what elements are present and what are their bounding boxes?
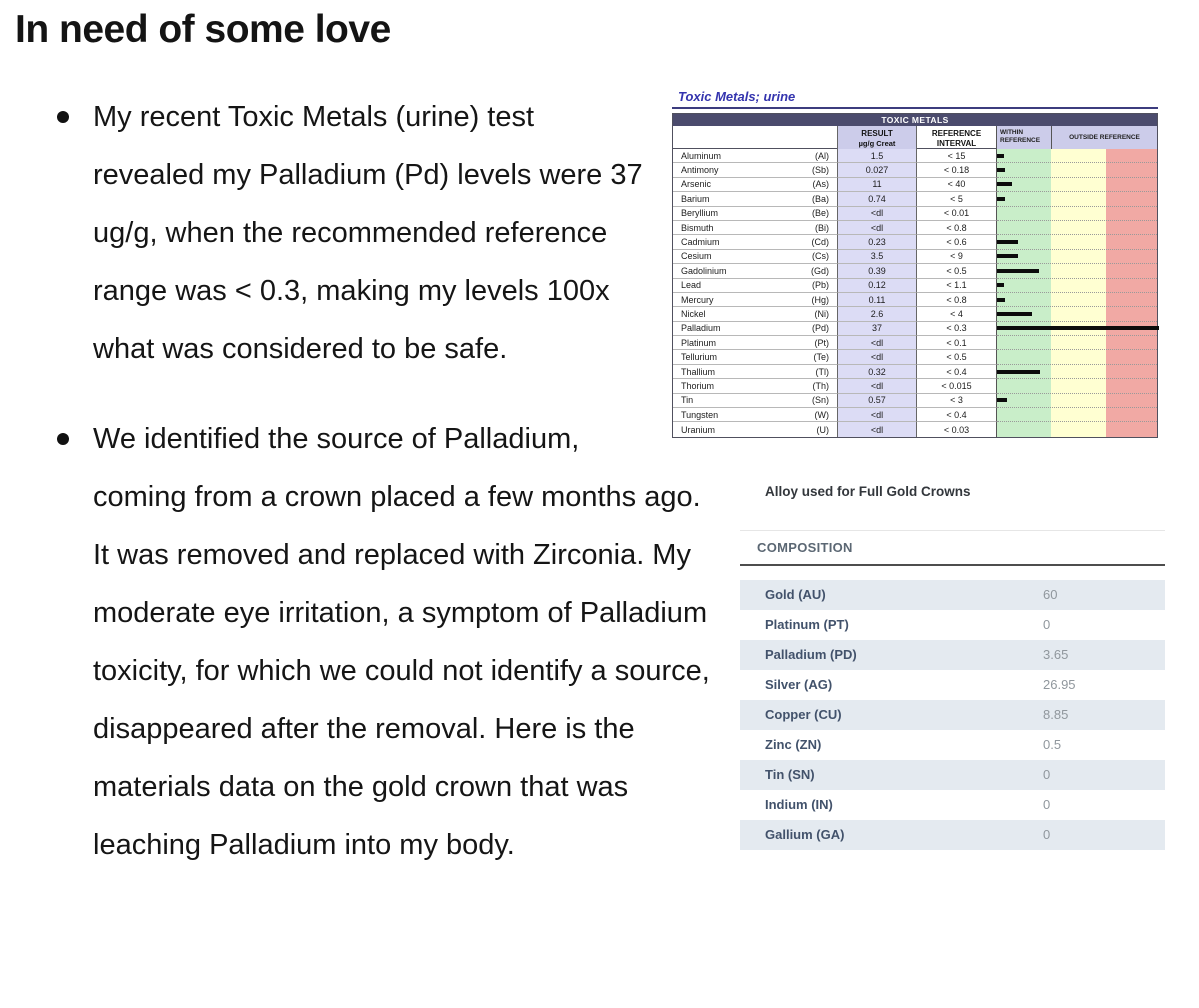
element-symbol: (Hg)	[811, 294, 829, 305]
element-name: Thallium	[681, 366, 716, 377]
reference-interval: < 0.5	[917, 264, 997, 278]
alloy-percentage-value: 60	[1043, 587, 1058, 603]
alloy-percentage-value: 0.5	[1043, 737, 1062, 753]
element-name: Cadmium	[681, 237, 720, 248]
element-symbol: (Cd)	[811, 237, 829, 248]
alloy-element-label: Zinc (ZN)	[765, 737, 822, 753]
element-name: Platinum	[681, 337, 717, 348]
reference-interval: < 0.4	[917, 365, 997, 379]
alloy-percentage-value: 0	[1043, 617, 1051, 633]
element-symbol: (Tl)	[815, 366, 829, 377]
element-symbol: (Pb)	[811, 280, 829, 291]
result-value: <dl	[838, 350, 917, 364]
element-symbol: (W)	[814, 409, 829, 420]
reference-interval: < 5	[917, 192, 997, 206]
element-name: Lead	[681, 280, 702, 291]
element-symbol: (Ba)	[811, 193, 829, 204]
composition-section-header: COMPOSITION	[740, 530, 1165, 566]
element-name: Antimony	[681, 165, 719, 176]
result-value: <dl	[838, 221, 917, 235]
element-name: Cesium	[681, 251, 712, 262]
result-value: 0.74	[838, 192, 917, 206]
reference-bar-zone	[997, 379, 1157, 393]
result-value: 11	[838, 178, 917, 192]
alloy-element-label: Gallium (GA)	[765, 827, 845, 843]
element-name: Beryllium	[681, 208, 719, 219]
alloy-element-label: Tin (SN)	[765, 767, 815, 783]
element-symbol: (U)	[816, 424, 829, 435]
result-value: <dl	[838, 379, 917, 393]
element-name: Tungsten	[681, 409, 719, 420]
result-unit: µg/g Creat	[858, 139, 896, 148]
element-symbol: (Cs)	[812, 251, 829, 262]
element-name: Palladium	[681, 323, 721, 334]
bullet-item-1	[15, 88, 1184, 378]
reference-interval: < 0.8	[917, 221, 997, 235]
lab-report-caption: Toxic Metals; urine	[678, 89, 796, 104]
reference-interval: < 0.6	[917, 235, 997, 249]
result-value: 3.5	[838, 250, 917, 264]
alloy-percentage-value: 26.95	[1043, 677, 1076, 693]
reference-interval: < 15	[917, 149, 997, 163]
result-value: <dl	[838, 422, 917, 436]
alloy-percentage-value: 0	[1043, 827, 1051, 843]
result-column-header: RESULT µg/g Creat	[838, 126, 917, 149]
reference-interval: < 0.5	[917, 350, 997, 364]
result-value: 0.12	[838, 279, 917, 293]
alloy-element-label: Silver (AG)	[765, 677, 833, 693]
element-name: Arsenic	[681, 179, 712, 190]
alloy-element-label: Indium (IN)	[765, 797, 833, 813]
result-value: 0.027	[838, 163, 917, 177]
element-symbol: (Bi)	[815, 222, 829, 233]
bullet-icon	[57, 433, 69, 445]
alloy-percentage-value: 0	[1043, 797, 1051, 813]
element-symbol: (Te)	[813, 352, 829, 363]
alloy-percentage-value: 3.65	[1043, 647, 1069, 663]
lab-table-row	[673, 394, 1157, 408]
reference-interval: < 0.3	[917, 322, 997, 336]
result-value: <dl	[838, 207, 917, 221]
element-symbol: (Pd)	[811, 323, 829, 334]
result-value: 2.6	[838, 307, 917, 321]
result-value: 0.11	[838, 293, 917, 307]
element-symbol: (Gd)	[811, 265, 829, 276]
element-name: Barium	[681, 193, 710, 204]
content-flow	[15, 88, 1184, 874]
result-value: 1.5	[838, 149, 917, 163]
alloy-element-label: Palladium (PD)	[765, 647, 857, 663]
element-name: Uranium	[681, 424, 716, 435]
reference-interval: < 0.8	[917, 293, 997, 307]
result-value: 0.57	[838, 394, 917, 408]
element-name: Gadolinium	[681, 265, 727, 276]
element-name: Thorium	[681, 380, 715, 391]
reference-interval: < 3	[917, 394, 997, 408]
element-name: Tin	[681, 395, 694, 406]
element-symbol: (Th)	[812, 380, 829, 391]
element-symbol: (As)	[812, 179, 829, 190]
element-symbol: (Al)	[815, 150, 829, 161]
alloy-element-label: Platinum (PT)	[765, 617, 849, 633]
bullet-item-2	[15, 410, 1184, 874]
bullet-text: We identified the source of Palladium, coming from a crown placed a few months ago. It was removed and replaced with Zirconia. My moderate eye irritation, a symptom of Palladium toxicity, for which we could not identify a source, disappeared after the removal. Here is the materials data on the gold crown that was leaching Palladium into my body.	[93, 423, 710, 861]
element-name: Bismuth	[681, 222, 714, 233]
alloy-caption: Alloy used for Full Gold Crowns	[765, 483, 971, 499]
result-value: 37	[838, 322, 917, 336]
result-bar	[997, 398, 1007, 402]
reference-interval: < 0.1	[917, 336, 997, 350]
alloy-element-label: Copper (CU)	[765, 707, 842, 723]
result-value: 0.23	[838, 235, 917, 249]
alloy-element-label: Gold (AU)	[765, 587, 826, 603]
result-value: <dl	[838, 408, 917, 422]
result-value: <dl	[838, 336, 917, 350]
alloy-percentage-value: 8.85	[1043, 707, 1069, 723]
element-symbol: (Sn)	[811, 395, 829, 406]
element-name: Tellurium	[681, 352, 718, 363]
bullet-icon	[57, 111, 69, 123]
page-title: In need of some love	[15, 8, 391, 51]
element-symbol: (Sb)	[811, 165, 829, 176]
lab-table-row	[673, 379, 1157, 393]
table-title-band: TOXIC METALS	[673, 114, 1157, 126]
reference-interval: < 0.015	[917, 379, 997, 393]
element-symbol: (Pt)	[814, 337, 829, 348]
element-name-cell	[673, 394, 838, 408]
reference-interval: < 0.18	[917, 163, 997, 177]
element-symbol: (Ni)	[814, 308, 829, 319]
reference-interval: < 0.4	[917, 408, 997, 422]
bullet-text: My recent Toxic Metals (urine) test revealed my Palladium (Pd) levels were 37 ug/g, when the recommended reference range was < 0.3, making my levels 100x what was considered to be safe.	[93, 101, 643, 365]
reference-interval: < 4	[917, 307, 997, 321]
element-symbol: (Be)	[811, 208, 829, 219]
reference-interval: < 0.03	[917, 422, 997, 436]
reference-interval: < 0.01	[917, 207, 997, 221]
element-name-cell	[673, 379, 838, 393]
element-name: Mercury	[681, 294, 714, 305]
reference-column-header: REFERENCE INTERVAL	[917, 126, 997, 149]
reference-interval: < 9	[917, 250, 997, 264]
element-name: Aluminum	[681, 150, 722, 161]
reference-bar-zone	[997, 394, 1157, 408]
result-value: 0.32	[838, 365, 917, 379]
reference-interval: < 1.1	[917, 279, 997, 293]
reference-interval: < 40	[917, 178, 997, 192]
result-value: 0.39	[838, 264, 917, 278]
within-reference-header: WITHIN REFERENCE	[1000, 129, 1041, 145]
outside-reference-header: OUTSIDE REFERENCE	[1051, 126, 1157, 149]
alloy-percentage-value: 0	[1043, 767, 1051, 783]
element-name: Nickel	[681, 308, 706, 319]
